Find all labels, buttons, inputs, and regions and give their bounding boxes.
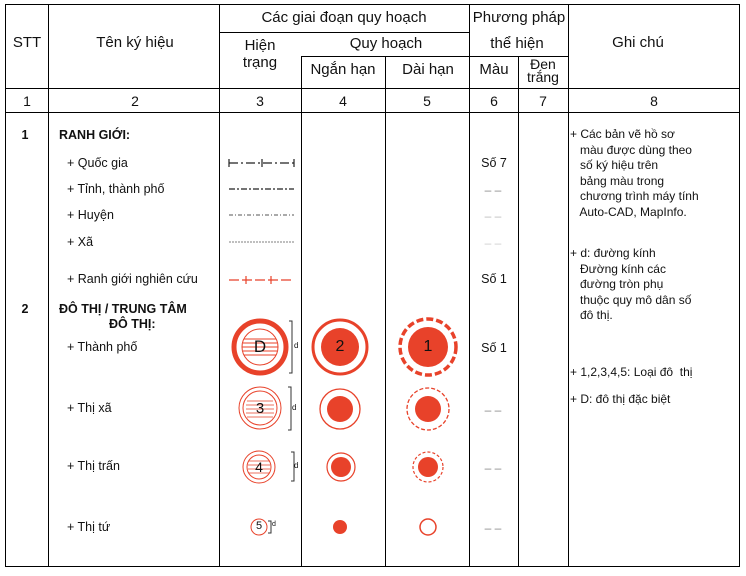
township-longterm-symbol [413, 452, 443, 482]
town-existing-label: 3 [255, 400, 265, 417]
header-method-2: thể hiện [490, 35, 544, 52]
row-label: + Xã [67, 235, 94, 249]
row-label: + Thị trấn [67, 459, 120, 473]
col-number-2: 2 [131, 93, 139, 109]
row-color-code: Số 7 [481, 156, 507, 170]
town-shortterm-symbol [320, 389, 360, 429]
township-shortterm-symbol [327, 453, 355, 481]
diameter-marker: d [294, 341, 299, 350]
diameter-marker: d [292, 403, 297, 412]
col-number-4: 4 [339, 93, 347, 109]
town-existing-symbol [239, 387, 291, 430]
header-symbol-name: Tên ký hiệu [96, 34, 174, 51]
city-longterm-label: 1 [423, 338, 433, 355]
header-long-term: Dài hạn [402, 61, 454, 78]
note-special-urban: + D: đô thị đặc biệt [570, 392, 671, 406]
col-number-3: 3 [256, 93, 264, 109]
header-existing: Hiện trạng [242, 37, 278, 71]
header-short-term: Ngắn hạn [310, 61, 376, 78]
township-existing-symbol [243, 451, 294, 483]
diameter-marker: d [272, 521, 276, 528]
row-color-code: – – [484, 209, 502, 223]
col-number-5: 5 [423, 93, 431, 109]
col-number-7: 7 [539, 93, 547, 109]
city-shortterm-label: 2 [335, 338, 345, 355]
section1-title: RANH GIỚI: [59, 128, 131, 142]
header-color: Màu [479, 61, 509, 78]
note-color-files: + Các bản vẽ hồ sơ màu được dùng theo số ký hiệu trên bảng màu trong chương trình máy tính Auto-CAD, MapInfo. [570, 127, 699, 219]
township-existing-label: 4 [255, 459, 263, 475]
row-label: + Thị xã [67, 401, 112, 415]
row-color-code: – – [484, 461, 502, 475]
col-number-6: 6 [490, 93, 498, 109]
section2-stt: 2 [21, 302, 29, 316]
note-diameter: + d: đường kính Đường kính các đường tròn phụ thuộc quy mô dân số đô thị. [570, 246, 692, 322]
boundary-symbols [229, 159, 294, 284]
town-longterm-symbol [407, 388, 449, 430]
row-label: + Thành phố [67, 340, 138, 354]
city-existing-label: D [253, 337, 267, 356]
row-color-code: Số 1 [481, 341, 507, 355]
row-label: + Huyện [67, 208, 114, 222]
row-color-code: Số 1 [481, 272, 507, 286]
header-black-white: Đen trắng [527, 56, 559, 85]
commune-centre-existing-label: 5 [255, 520, 263, 532]
col-number-8: 8 [650, 93, 658, 109]
header-method: Phương pháp [472, 9, 566, 26]
note-urban-class: + 1,2,3,4,5: Loại đô thị [570, 365, 693, 379]
national-boundary-symbol [229, 159, 294, 167]
row-color-code: – – [484, 403, 502, 417]
row-label: + Tỉnh, thành phố [67, 182, 165, 196]
section2-title: ĐÔ THỊ / TRUNG TÂM [59, 302, 187, 316]
header-stt: STT [12, 34, 42, 51]
row-color-code: – – [484, 521, 502, 535]
row-label: + Ranh giới nghiên cứu [67, 272, 198, 286]
header-notes: Ghi chú [612, 34, 664, 51]
row-label: + Quốc gia [67, 156, 128, 170]
row-color-code: – – [484, 183, 502, 197]
header-planning-stages: Các giai đoạn quy hoạch [261, 9, 427, 26]
commune-centre-longterm-symbol [420, 519, 436, 535]
section2-title-2: ĐÔ THỊ: [109, 317, 156, 331]
section1-stt: 1 [21, 128, 29, 142]
col-number-1: 1 [23, 93, 31, 109]
row-color-code: – – [484, 236, 502, 250]
study-boundary-symbol [229, 276, 294, 284]
header-planning: Quy hoạch [349, 35, 423, 52]
diameter-marker: d [294, 461, 299, 470]
commune-centre-shortterm-symbol [333, 520, 347, 534]
row-label: + Thị tứ [67, 520, 111, 534]
